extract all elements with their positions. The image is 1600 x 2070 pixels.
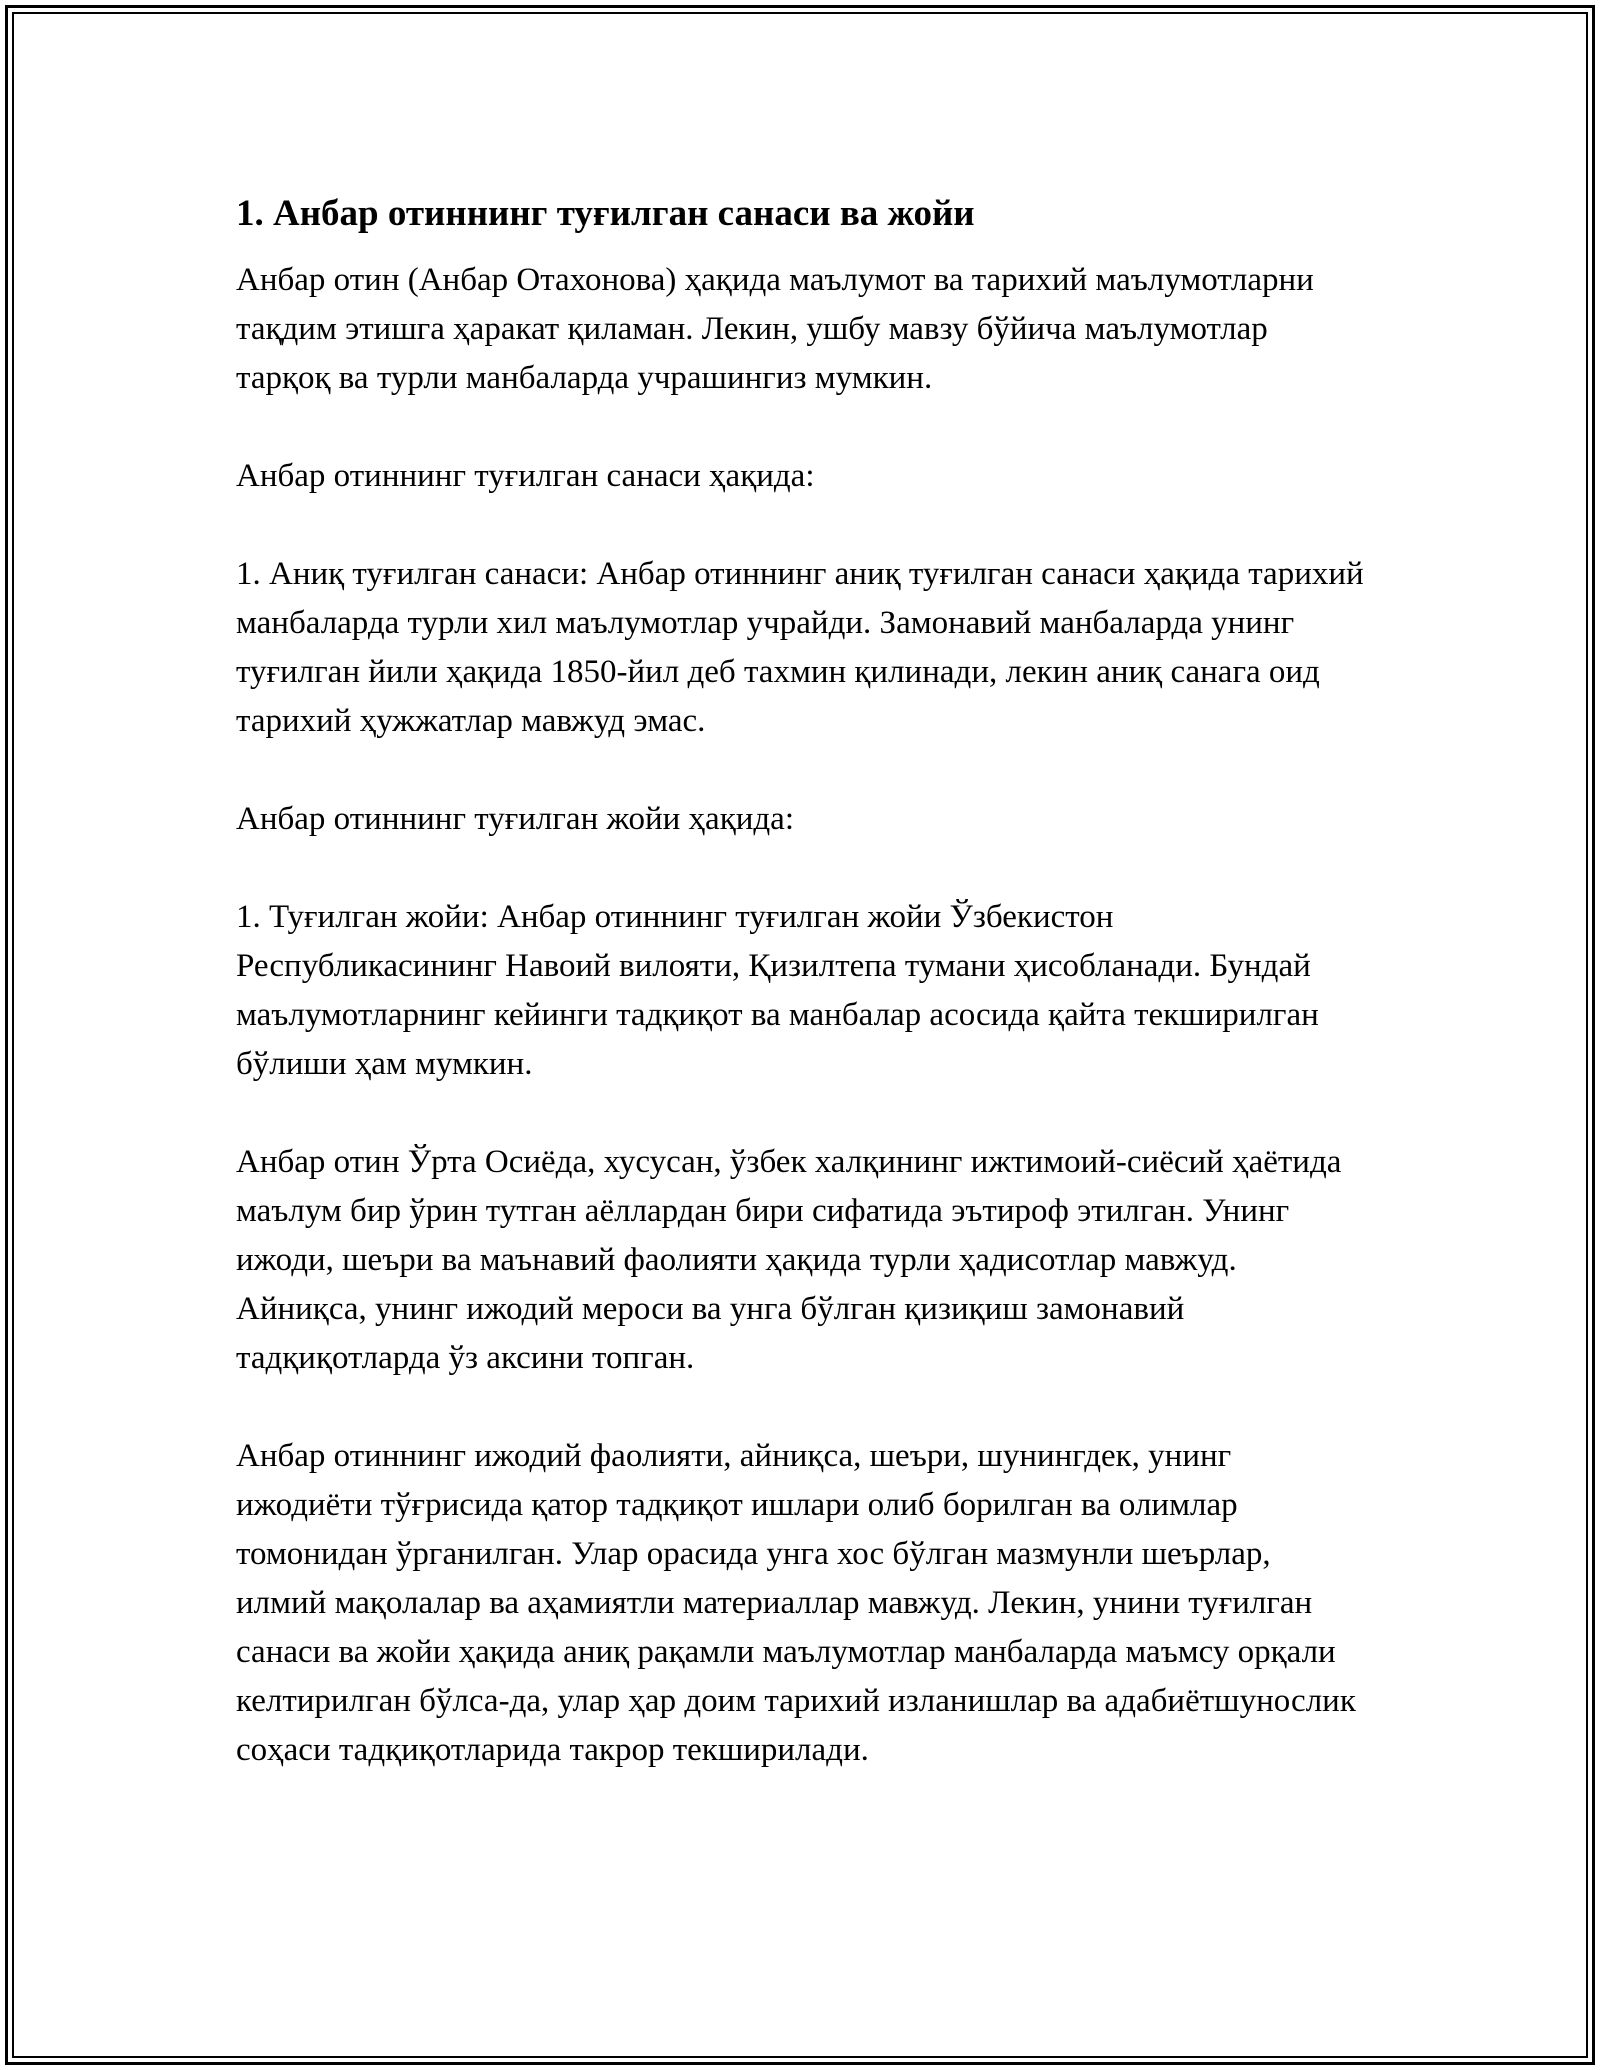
birth-place-paragraph: 1. Туғилган жойи: Анбар отиннинг туғилган жойи Ўзбекистон Республикасининг Навоий вилояти, Қизилтепа тумани ҳисобланади. Бундай маълумотларнинг кейинги тадқиқот ва манбалар асосида қайта текширилган бўлиши ҳам мумкин. [236,899,1319,1082]
intro-paragraph: Анбар отин (Анбар Отахонова) ҳақида маълумот ва тарихий маълумотларни тақдим этишга ҳаракат қиламан. Лекин, ушбу мавзу бўйича маълумотлар тарқоқ ва турли манбаларда учрашингиз мумкин. [236,262,1314,396]
birth-date-paragraph: 1. Аниқ туғилган санаси: Анбар отиннинг аниқ туғилган санаси ҳақида тарихий манбаларда турли хил маълумотлар учрайди. Замонавий манбаларда унинг туғилган йили ҳақида 1850-йил деб тахмин қилинади, лекин аниқ санага оид тарихий ҳужжатлар мавжуд эмас. [236,556,1364,739]
research-paragraph: Анбар отиннинг ижодий фаолияти, айниқса, шеъри, шунингдек, унинг ижодиёти тўғрисида қатор тадқиқот ишлари олиб борилган ва олимлар томонидан ўрганилган. Улар орасида унга хос бўлган мазмунли шеърлар, илмий мақолалар ва аҳамиятли материаллар мавжуд. Лекин, унини туғилган санаси ва жойи ҳақида аниқ рақамли маълумотлар манбаларда маъмсу орқали келтирилган бўлса-да, улар ҳар доим тарихий изланишлар ва адабиётшунослик соҳаси тадқиқотларида такрор текширилади. [236,1438,1356,1768]
document-body [236,188,1366,1824]
section-heading: 1. Анбар отиннинг туғилган санаси ва жойи [236,193,975,234]
birth-date-subheading: Анбар отиннинг туғилган санаси ҳақида: [236,458,815,494]
birth-place-subheading: Анбар отиннинг туғилган жойи ҳақида: [236,801,794,837]
legacy-paragraph: Анбар отин Ўрта Осиёда, хусусан, ўзбек халқининг ижтимоий-сиёсий ҳаётида маълум бир ўрин тутган аёллардан бири сифатида эътироф этилган. Унинг ижоди, шеъри ва маънавий фаолияти ҳақида турли ҳадисотлар мавжуд. Айниқса, унинг ижодий мероси ва унга бўлган қизиқиш замонавий тадқиқотларда ўз аксини топган. [236,1144,1342,1376]
